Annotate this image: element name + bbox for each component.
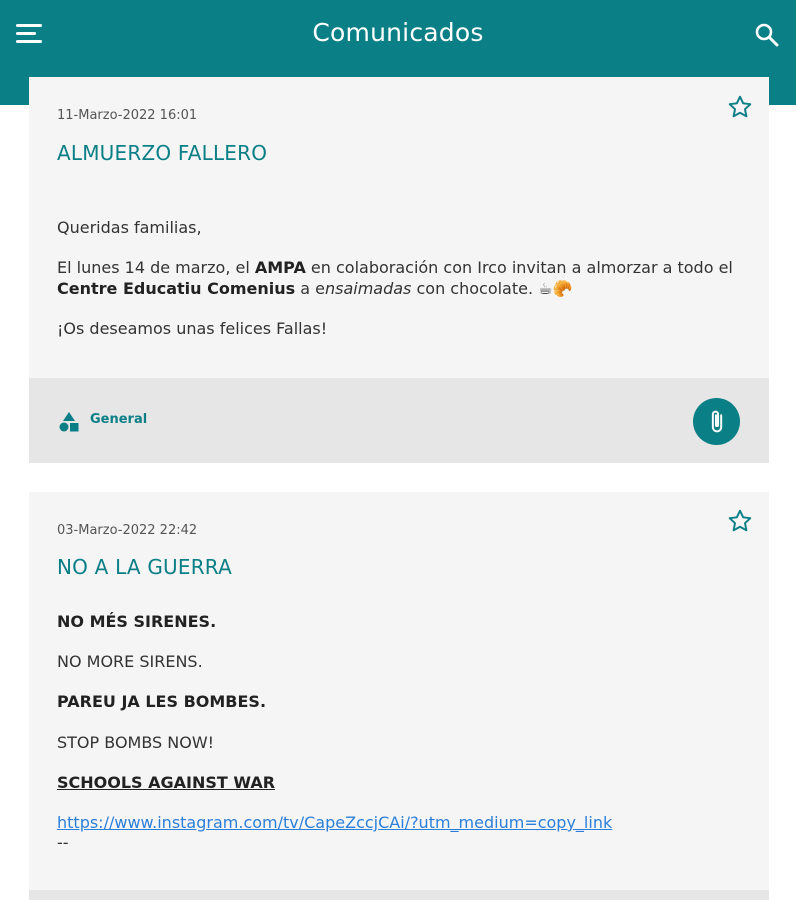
post-trailing-text: --: [57, 833, 69, 852]
category-label[interactable]: General: [90, 412, 148, 427]
post-footer: [29, 378, 769, 463]
post-line: NO MORE SIRENS.: [57, 652, 203, 671]
post-date: 03-Marzo-2022 22:42: [57, 523, 198, 538]
post-title: NO A LA GUERRA: [57, 555, 232, 579]
instagram-link[interactable]: https://www.instagram.com/tv/CapeZccjCAi/?utm_medium=copy_link: [57, 813, 613, 832]
post-footer: [29, 890, 769, 900]
post-greeting: Queridas familias,: [57, 218, 202, 237]
favorite-star-icon[interactable]: [727, 508, 753, 534]
post-card[interactable]: [29, 77, 769, 463]
post-line: STOP BOMBS NOW!: [57, 733, 215, 752]
post-card[interactable]: [29, 492, 769, 900]
shapes-icon: [58, 411, 80, 433]
post-closing: ¡Os deseamos unas felices Fallas!: [57, 319, 328, 338]
post-date: 11-Marzo-2022 16:01: [57, 108, 198, 123]
post-line: SCHOOLS AGAINST WAR: [57, 773, 276, 792]
post-title: ALMUERZO FALLERO: [57, 141, 268, 165]
post-link-row: [57, 812, 747, 833]
post-line: NO MÉS SIRENES.: [57, 612, 217, 631]
post-paragraph: El lunes 14 de marzo, el AMPA en colaboración con Irco invitan a almorzar a todo el Centre Educatiu Comenius a ensaimadas con chocolate. ☕🥐: [57, 258, 733, 298]
search-icon[interactable]: [754, 22, 780, 48]
attachment-button[interactable]: [693, 398, 740, 445]
post-line: PAREU JA LES BOMBES.: [57, 692, 267, 711]
favorite-star-icon[interactable]: [727, 94, 753, 120]
page-title: Comunicados: [312, 18, 484, 47]
coffee-croissant-emoji: ☕🥐: [538, 279, 573, 298]
paperclip-icon: [704, 409, 729, 434]
